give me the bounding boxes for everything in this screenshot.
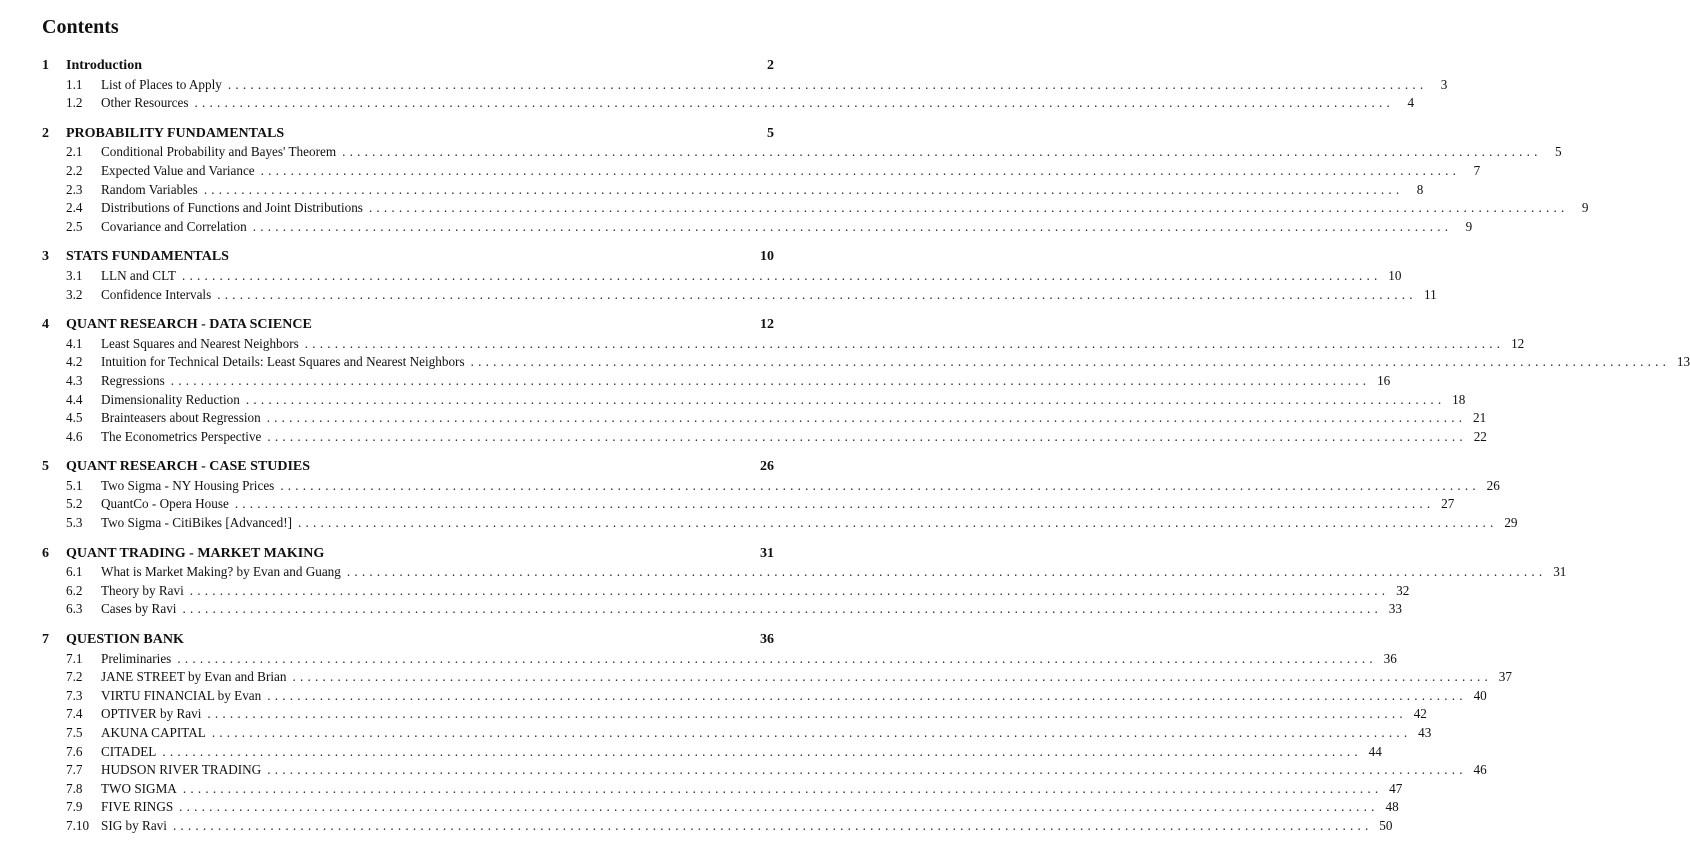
subsection-page-number: 4 xyxy=(1407,95,1415,111)
section-page-number: 5 xyxy=(767,125,774,141)
toc-subsection-entry[interactable] xyxy=(42,743,1382,762)
toc-subsection-entry[interactable] xyxy=(42,600,1402,619)
toc-subsection-entry[interactable] xyxy=(42,267,1402,286)
subsection-title: Distributions of Functions and Joint Distributions xyxy=(101,200,363,216)
subsection-title: Random Variables xyxy=(101,181,198,197)
dot-leader: ................................................................................................................................................................ xyxy=(207,706,1407,722)
subsection-title: Covariance and Correlation xyxy=(101,218,247,234)
toc-subsection-entry[interactable] xyxy=(42,817,1393,836)
toc-subsection-entry[interactable] xyxy=(42,514,1518,533)
subsection-number: 5.1 xyxy=(66,477,83,493)
toc-section-entry[interactable] xyxy=(42,458,774,477)
dot-leader: ................................................................................................................................................................ xyxy=(211,725,1412,740)
toc-section-entry[interactable] xyxy=(42,545,774,564)
toc-subsection-entry[interactable] xyxy=(42,409,1487,428)
toc-subsection-entry[interactable] xyxy=(42,563,1567,582)
subsection-page-number: 33 xyxy=(1388,601,1402,617)
subsection-number: 5.2 xyxy=(66,496,83,512)
subsection-page-number: 9 xyxy=(1581,200,1589,216)
section-title: QUANT RESEARCH - CASE STUDIES xyxy=(66,459,311,475)
subsection-number: 7.4 xyxy=(66,706,83,722)
subsection-number: 7.8 xyxy=(66,780,83,796)
toc-subsection-entry[interactable] xyxy=(42,94,1415,113)
section-page-number: 26 xyxy=(760,459,774,475)
subsection-number: 7.5 xyxy=(66,725,83,740)
subsection-page-number: 3 xyxy=(1440,76,1448,92)
dot-leader: ................................................................................................................................................................ xyxy=(179,799,1379,815)
section-page-number: 10 xyxy=(760,249,774,265)
table-of-contents xyxy=(42,57,1690,848)
toc-subsection-entry[interactable] xyxy=(42,181,1424,200)
dot-leader: ................................................................................................................................................................ xyxy=(252,218,1453,234)
subsection-title: Conditional Probability and Bayes' Theorem xyxy=(101,144,337,160)
subsection-title: Cases by Ravi xyxy=(101,601,177,617)
subsection-title: Least Squares and Nearest Neighbors xyxy=(101,335,299,351)
subsection-number: 7.10 xyxy=(66,817,90,833)
subsection-title: OPTIVER by Ravi xyxy=(101,706,202,722)
subsection-title: AKUNA CAPITAL xyxy=(101,725,206,740)
toc-subsection-entry[interactable] xyxy=(42,199,1589,218)
subsection-title: FIVE RINGS xyxy=(101,799,174,815)
toc-subsection-entry[interactable] xyxy=(42,372,1391,391)
subsection-number: 1.2 xyxy=(66,95,83,111)
dot-leader: ................................................................................................................................................................ xyxy=(304,335,1505,351)
subsection-number: 7.9 xyxy=(66,799,83,815)
subsection-title: Confidence Intervals xyxy=(101,286,212,302)
toc-subsection-entry[interactable] xyxy=(42,353,1690,372)
dot-leader: ................................................................................................................................................................ xyxy=(267,428,1467,444)
toc-section xyxy=(42,125,1589,237)
subsection-number: 7.6 xyxy=(66,743,83,759)
dot-leader: ................................................................................................................................................................ xyxy=(267,687,1467,703)
subsection-title: Dimensionality Reduction xyxy=(101,391,240,407)
toc-subsection-entry[interactable] xyxy=(42,335,1525,354)
section-number: 5 xyxy=(42,459,49,475)
subsection-title: SIG by Ravi xyxy=(101,817,167,833)
section-page-number: 31 xyxy=(760,545,774,561)
section-number: 3 xyxy=(42,249,49,265)
subsection-page-number: 26 xyxy=(1486,477,1500,493)
toc-section xyxy=(42,248,1437,304)
subsection-page-number: 21 xyxy=(1473,410,1487,426)
subsection-number: 4.4 xyxy=(66,391,83,407)
subsection-page-number: 8 xyxy=(1416,181,1424,197)
toc-subsection-entry[interactable] xyxy=(42,143,1562,162)
subsection-page-number: 12 xyxy=(1511,335,1525,351)
subsection-number: 4.5 xyxy=(66,410,83,426)
section-number: 1 xyxy=(42,58,49,73)
section-title: STATS FUNDAMENTALS xyxy=(66,249,229,265)
subsection-number: 7.3 xyxy=(66,687,83,703)
subsection-page-number: 48 xyxy=(1385,799,1399,815)
toc-section-entry[interactable] xyxy=(42,316,774,335)
subsection-title: Two Sigma - NY Housing Prices xyxy=(101,477,275,493)
section-page-number: 12 xyxy=(760,317,774,333)
section-title: QUANT RESEARCH - DATA SCIENCE xyxy=(66,317,312,333)
subsection-title: Theory by Ravi xyxy=(101,582,184,598)
dot-leader: ................................................................................................................................................................ xyxy=(298,515,1498,531)
subsection-page-number: 37 xyxy=(1498,669,1512,685)
dot-leader: ................................................................................................................................................................ xyxy=(182,780,1383,796)
subsection-title: List of Places to Apply xyxy=(101,76,222,92)
subsection-page-number: 43 xyxy=(1418,725,1432,740)
subsection-title: CITADEL xyxy=(101,743,157,759)
section-number: 2 xyxy=(42,125,49,141)
dot-leader: ................................................................................................................................................................ xyxy=(217,286,1417,302)
subsection-number: 2.3 xyxy=(66,181,83,197)
toc-subsection-entry[interactable] xyxy=(42,582,1410,601)
dot-leader: ................................................................................................................................................................ xyxy=(227,76,1428,92)
subsection-number: 7.2 xyxy=(66,669,83,685)
subsection-number: 5.3 xyxy=(66,515,83,531)
dot-leader: ................................................................................................................................................................ xyxy=(181,267,1382,283)
subsection-page-number: 42 xyxy=(1413,706,1427,722)
subsection-page-number: 9 xyxy=(1465,218,1473,234)
section-title: PROBABILITY FUNDAMENTALS xyxy=(66,125,285,141)
toc-section xyxy=(42,545,1567,619)
subsection-title: Other Resources xyxy=(101,95,189,111)
subsection-title: Regressions xyxy=(101,372,165,388)
subsection-number: 2.1 xyxy=(66,144,83,160)
subsection-page-number: 7 xyxy=(1473,162,1481,178)
dot-leader: ................................................................................................................................................................ xyxy=(170,372,1371,388)
subsection-page-number: 31 xyxy=(1553,564,1567,580)
section-page-number: 2 xyxy=(767,58,774,73)
subsection-title: TWO SIGMA xyxy=(101,780,177,796)
subsection-title: Two Sigma - CitiBikes [Advanced!] xyxy=(101,515,292,531)
toc-subsection-entry[interactable] xyxy=(42,477,1500,496)
subsection-number: 2.4 xyxy=(66,200,83,216)
section-title: Introduction xyxy=(66,58,142,73)
dot-leader: ................................................................................................................................................................ xyxy=(260,162,1461,178)
toc-section xyxy=(42,631,1512,836)
dot-leader: ................................................................................................................................................................ xyxy=(280,477,1480,493)
subsection-page-number: 47 xyxy=(1389,780,1403,796)
subsection-page-number: 5 xyxy=(1554,144,1562,160)
subsection-number: 4.3 xyxy=(66,372,83,388)
section-title: QUESTION BANK xyxy=(66,632,184,648)
toc-subsection-entry[interactable] xyxy=(42,780,1403,799)
toc-subsection-entry[interactable] xyxy=(42,724,1432,743)
toc-section xyxy=(42,316,1690,446)
dot-leader: ................................................................................................................................................................ xyxy=(267,762,1467,778)
subsection-page-number: 10 xyxy=(1388,267,1402,283)
toc-section-entry[interactable] xyxy=(42,125,774,144)
subsection-title: Intuition for Technical Details: Least Squares and Nearest Neighbors xyxy=(101,354,465,370)
subsection-number: 7.7 xyxy=(66,762,83,778)
toc-subsection-entry[interactable] xyxy=(42,218,1473,237)
subsection-title: The Econometrics Perspective xyxy=(101,428,262,444)
subsection-page-number: 46 xyxy=(1473,762,1487,778)
toc-subsection-entry[interactable] xyxy=(42,650,1397,669)
toc-subsection-entry[interactable] xyxy=(42,705,1427,724)
subsection-title: QuantCo - Opera House xyxy=(101,496,229,512)
subsection-number: 4.1 xyxy=(66,335,83,351)
toc-subsection-entry[interactable] xyxy=(42,761,1487,780)
subsection-number: 1.1 xyxy=(66,76,83,92)
subsection-page-number: 18 xyxy=(1452,391,1466,407)
toc-section-entry[interactable] xyxy=(42,57,774,76)
subsection-title: Preliminaries xyxy=(101,650,172,666)
toc-subsection-entry[interactable] xyxy=(42,495,1455,514)
toc-subsection-entry[interactable] xyxy=(42,798,1399,817)
dot-leader: ................................................................................................................................................................ xyxy=(194,95,1395,111)
subsection-page-number: 16 xyxy=(1377,372,1391,388)
section-page-number: 36 xyxy=(760,632,774,648)
dot-leader: ................................................................................................................................................................ xyxy=(172,817,1373,833)
toc-subsection-entry[interactable] xyxy=(42,428,1487,447)
subsection-number: 3.2 xyxy=(66,286,83,302)
dot-leader: ................................................................................................................................................................ xyxy=(177,650,1377,666)
section-number: 6 xyxy=(42,545,49,561)
dot-leader: ................................................................................................................................................................ xyxy=(292,669,1492,685)
dot-leader: ................................................................................................................................................................ xyxy=(346,564,1547,580)
subsection-title: HUDSON RIVER TRADING xyxy=(101,762,262,778)
toc-section-entry[interactable] xyxy=(42,248,774,267)
subsection-page-number: 50 xyxy=(1379,817,1393,833)
dot-leader: ................................................................................................................................................................ xyxy=(162,743,1362,759)
dot-leader: ................................................................................................................................................................ xyxy=(266,410,1467,426)
subsection-number: 6.2 xyxy=(66,582,83,598)
subsection-page-number: 29 xyxy=(1504,515,1518,531)
subsection-page-number: 13 xyxy=(1676,354,1690,370)
contents-heading: Contents xyxy=(42,16,119,38)
dot-leader: ................................................................................................................................................................ xyxy=(182,601,1382,617)
subsection-page-number: 32 xyxy=(1396,582,1410,598)
dot-leader: ................................................................................................................................................................ xyxy=(470,354,1671,370)
subsection-number: 7.1 xyxy=(66,650,83,666)
subsection-page-number: 11 xyxy=(1424,286,1437,302)
subsection-title: JANE STREET by Evan and Brian xyxy=(101,669,287,685)
toc-section xyxy=(42,458,1518,532)
section-title: QUANT TRADING - MARKET MAKING xyxy=(66,545,325,561)
subsection-page-number: 44 xyxy=(1368,743,1382,759)
toc-subsection-entry[interactable] xyxy=(42,162,1481,181)
toc-subsection-entry[interactable] xyxy=(42,391,1466,410)
subsection-number: 6.1 xyxy=(66,564,83,580)
dot-leader: ................................................................................................................................................................ xyxy=(368,200,1569,216)
subsection-number: 2.5 xyxy=(66,218,83,234)
toc-subsection-entry[interactable] xyxy=(42,668,1512,687)
subsection-title: VIRTU FINANCIAL by Evan xyxy=(101,687,262,703)
dot-leader: ................................................................................................................................................................ xyxy=(245,391,1446,407)
toc-section xyxy=(42,57,1448,113)
dot-leader: ................................................................................................................................................................ xyxy=(203,181,1404,197)
subsection-number: 3.1 xyxy=(66,267,83,283)
subsection-number: 6.3 xyxy=(66,601,83,617)
dot-leader: ................................................................................................................................................................ xyxy=(342,144,1542,160)
subsection-number: 4.2 xyxy=(66,354,83,370)
subsection-page-number: 40 xyxy=(1473,687,1487,703)
toc-section-entry[interactable] xyxy=(42,631,774,650)
section-number: 4 xyxy=(42,317,49,333)
dot-leader: ................................................................................................................................................................ xyxy=(189,582,1390,598)
subsection-number: 4.6 xyxy=(66,428,83,444)
toc-subsection-entry[interactable] xyxy=(42,687,1487,706)
subsection-number: 2.2 xyxy=(66,162,83,178)
toc-subsection-entry[interactable] xyxy=(42,286,1437,305)
section-number: 7 xyxy=(42,632,49,648)
subsection-page-number: 22 xyxy=(1473,428,1487,444)
subsection-title: What is Market Making? by Evan and Guang xyxy=(101,564,341,580)
subsection-title: LLN and CLT xyxy=(101,267,176,283)
dot-leader: ................................................................................................................................................................ xyxy=(234,496,1435,512)
toc-subsection-entry[interactable] xyxy=(42,76,1448,95)
subsection-page-number: 36 xyxy=(1383,650,1397,666)
subsection-title: Brainteasers about Regression xyxy=(101,410,261,426)
subsection-page-number: 27 xyxy=(1441,496,1455,512)
subsection-title: Expected Value and Variance xyxy=(101,162,255,178)
